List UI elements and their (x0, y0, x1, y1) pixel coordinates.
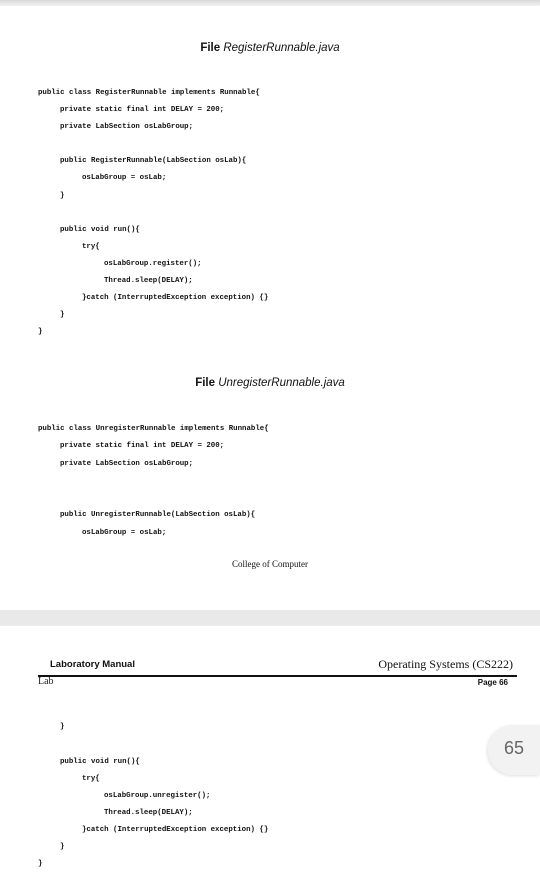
code-line: public class UnregisterRunnable implements Runnable{ (38, 425, 269, 433)
code-line: Thread.sleep(DELAY); (104, 277, 193, 285)
header-left: Laboratory Manual (50, 659, 135, 670)
code-line: }catch (InterruptedException exception) {} (82, 294, 269, 302)
code-line: private LabSection osLabGroup; (60, 123, 194, 131)
code-line: Thread.sleep(DELAY); (104, 809, 193, 817)
code-line: osLabGroup.unregister(); (104, 792, 211, 800)
code-line: }catch (InterruptedException exception) {} (82, 826, 269, 834)
header-rule (38, 675, 517, 677)
code-line: private static final int DELAY = 200; (60, 106, 225, 114)
code-line: try{ (82, 775, 100, 783)
page-number-badge-text: 65 (504, 738, 525, 758)
code-line: } (60, 192, 65, 200)
code-line: osLabGroup.register(); (104, 260, 202, 268)
code-line: } (60, 723, 65, 731)
code-line: public void run(){ (60, 758, 140, 766)
code-line: } (38, 328, 43, 336)
code-line: osLabGroup = osLab; (82, 174, 167, 182)
code-line: osLabGroup = osLab; (82, 529, 167, 537)
code-line: public void run(){ (60, 226, 140, 234)
code-line: try{ (82, 243, 100, 251)
header-page-number: Page 66 (477, 678, 508, 687)
header-right: Operating Systems (CS222) (378, 657, 513, 671)
code-line: public UnregisterRunnable(LabSection osLab){ (60, 511, 256, 519)
file-name: RegisterRunnable.java (223, 42, 340, 54)
page-number-badge (488, 725, 540, 775)
file-title-register (0, 42, 540, 54)
code-line: } (60, 311, 65, 319)
code-line: } (60, 843, 65, 851)
file-label: File (195, 377, 216, 389)
code-line: private static final int DELAY = 200; (60, 442, 225, 450)
code-line: } (38, 860, 43, 868)
code-line: public class RegisterRunnable implements Runnable{ (38, 89, 260, 97)
code-line: public RegisterRunnable(LabSection osLab){ (60, 157, 247, 165)
file-name: UnregisterRunnable.java (218, 377, 345, 389)
page-footer: College of Computer (232, 559, 308, 569)
file-title-unregister (0, 377, 540, 389)
header-lab-label: Lab (38, 676, 54, 687)
code-line: private LabSection osLabGroup; (60, 460, 194, 468)
file-label: File (200, 42, 221, 54)
